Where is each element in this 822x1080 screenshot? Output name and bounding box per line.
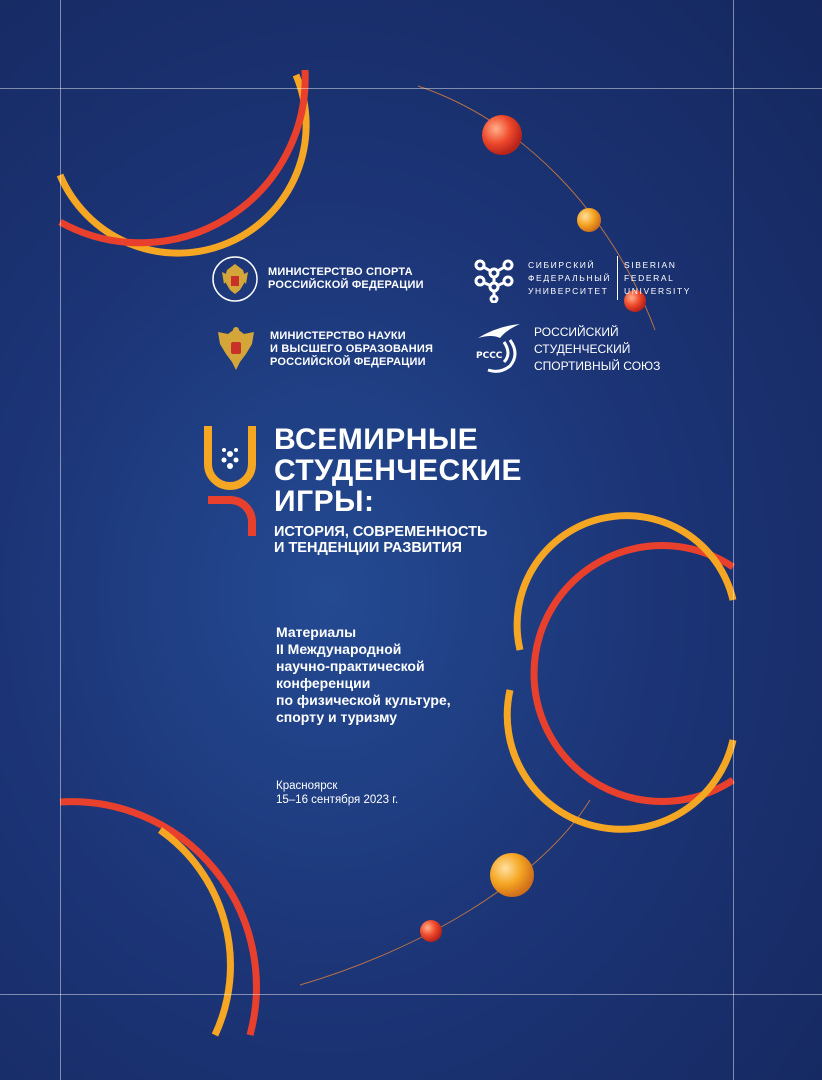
arc-top-left-yellow xyxy=(60,75,306,253)
conference-materials xyxy=(276,624,451,726)
city: Красноярск xyxy=(276,780,338,792)
main-title xyxy=(274,424,522,517)
arc-bottom-left-inner xyxy=(60,905,140,1000)
ministry-sport-line-1: МИНИСТЕРСТВО СПОРТА xyxy=(268,266,413,278)
title-line-3: ИГРЫ: xyxy=(274,485,375,518)
russian-coat-of-arms-icon xyxy=(210,322,262,376)
logo-rssu xyxy=(470,320,660,378)
planet-red-large xyxy=(482,115,522,155)
logo-ministry-science xyxy=(210,322,433,376)
subtitle-line-1: ИСТОРИЯ, СОВРЕМЕННОСТЬ xyxy=(274,524,488,540)
sfu-ru-line-1: СИБИРСКИЙ xyxy=(528,259,596,270)
materials-line-5: по физической культуре, xyxy=(276,692,451,708)
rssu-line-3: СПОРТИВНЫЙ СОЮЗ xyxy=(534,358,661,373)
sfu-ru-line-2: ФЕДЕРАЛЬНЫЙ xyxy=(528,272,612,283)
arc-right-red xyxy=(534,546,733,802)
ministry-sport-line-2: РОССИЙСКОЙ ФЕДЕРАЦИИ xyxy=(268,279,424,291)
sfu-ru-line-3: УНИВЕРСИТЕТ xyxy=(528,285,609,296)
trim-line-left xyxy=(60,0,61,1080)
planet-red-bottom xyxy=(420,920,442,942)
arc-top-left-red-inner xyxy=(235,0,306,230)
title-line-1: ВСЕМИРНЫЕ xyxy=(274,423,479,456)
materials-line-1: Материалы xyxy=(276,624,357,640)
russian-coat-of-arms-sport-icon xyxy=(210,254,260,304)
ministry-science-line-3: РОССИЙСКОЙ ФЕДЕРАЦИИ xyxy=(270,355,426,368)
sfu-divider xyxy=(617,256,618,300)
materials-line-4: конференции xyxy=(276,675,371,691)
rssu-line-2: СТУДЕНЧЕСКИЙ xyxy=(534,341,631,356)
arc-bottom-left-yellow xyxy=(160,830,230,1035)
title-line-2: СТУДЕНЧЕСКИЕ xyxy=(274,454,523,487)
sfu-en-line-2: FEDERAL xyxy=(624,272,675,283)
planet-orange-large xyxy=(490,853,534,897)
rssu-bird-icon xyxy=(470,320,526,378)
orbit-line-bottom xyxy=(300,800,590,985)
rssu-icon-letters: РССС xyxy=(476,351,503,361)
trim-line-top xyxy=(0,88,822,89)
universiade-u-icon xyxy=(200,426,262,536)
sfu-en-line-3: UNIVERSITY xyxy=(624,285,692,296)
trim-line-right xyxy=(733,0,734,1080)
logo-ministry-sport xyxy=(210,254,424,304)
sfu-en-line-1: SIBERIAN xyxy=(624,259,677,270)
trim-line-bottom xyxy=(0,994,822,995)
arc-right-yellow-a xyxy=(517,516,733,650)
planet-orange-small xyxy=(577,208,601,232)
materials-line-6: спорту и туризму xyxy=(276,709,398,725)
subtitle-line-2: И ТЕНДЕНЦИИ РАЗВИТИЯ xyxy=(274,540,462,556)
ministry-science-line-2: И ВЫСШЕГО ОБРАЗОВАНИЯ xyxy=(270,342,434,355)
logo-sfu xyxy=(470,253,691,303)
materials-line-3: научно-практической xyxy=(276,658,425,674)
dates: 15–16 сентября 2023 г. xyxy=(276,794,399,806)
rssu-line-1: РОССИЙСКИЙ xyxy=(534,324,619,339)
materials-line-2: II Международной xyxy=(276,641,402,657)
sfu-molecule-icon xyxy=(470,253,520,303)
ministry-science-line-1: МИНИСТЕРСТВО НАУКИ xyxy=(270,329,406,342)
place-and-date xyxy=(276,779,398,807)
subtitle xyxy=(274,524,487,556)
